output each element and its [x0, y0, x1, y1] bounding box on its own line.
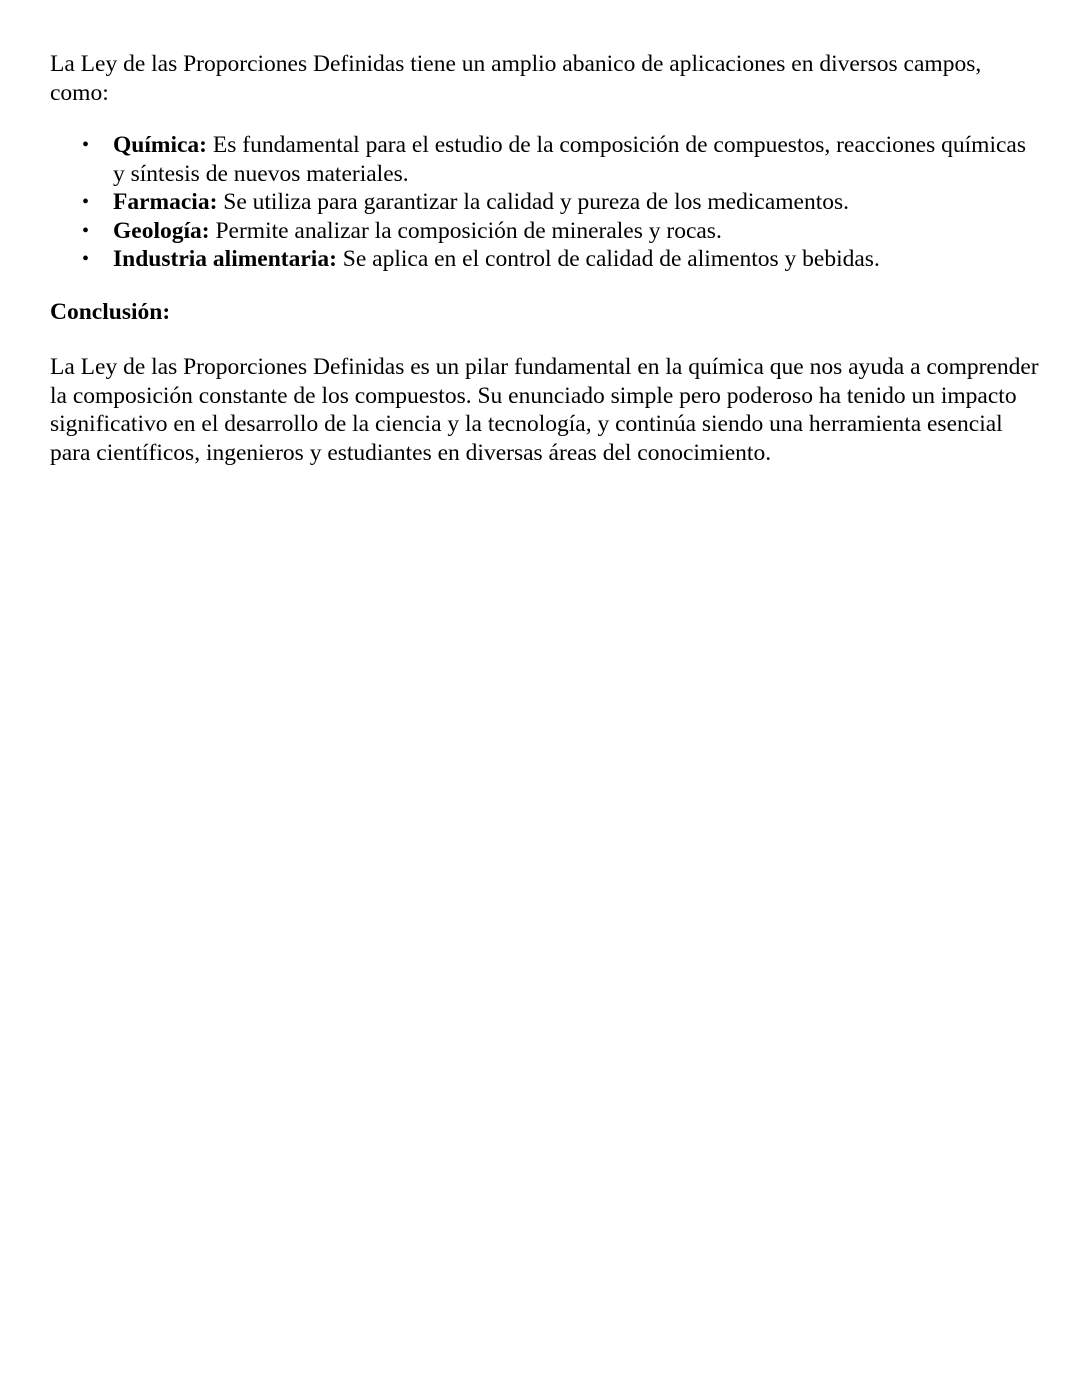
list-item-term: Química:	[113, 132, 207, 158]
list-item-term: Farmacia:	[113, 189, 218, 215]
list-item-description: Se aplica en el control de calidad de alimentos y bebidas.	[336, 246, 880, 272]
list-item-description: Permite analizar la composición de minerales y rocas.	[209, 217, 722, 244]
list-item-term: Industria alimentaria:	[113, 246, 337, 272]
list-item-description: Es fundamental para el estudio de la composición de compuestos, reacciones químicas y síntesis de nuevos materiales.	[113, 132, 1026, 187]
conclusion-heading: Conclusión:	[50, 298, 171, 325]
list-item	[113, 188, 1040, 217]
applications-list	[50, 131, 1040, 274]
intro-paragraph: La Ley de las Proporciones Definidas tiene un amplio abanico de aplicaciones en diversos campos, como:	[50, 51, 982, 106]
document-page	[50, 50, 1040, 467]
list-item	[113, 131, 1040, 188]
list-item	[113, 245, 1040, 274]
conclusion-paragraph: La Ley de las Proporciones Definidas es un pilar fundamental en la química que nos ayuda a comprender la composición constante de los compuestos. Su enunciado simple pero poderoso ha tenido un impacto significativo en el desarrollo de la ciencia y la tecnología, y continúa siendo una herramienta esencial para científicos, ingenieros y estudiantes en diversas áreas del conocimiento.	[50, 354, 1039, 466]
list-item-term: Geología:	[113, 217, 210, 244]
list-item-description: Se utiliza para garantizar la calidad y pureza de los medicamentos.	[217, 189, 850, 215]
list-item	[113, 217, 1040, 246]
